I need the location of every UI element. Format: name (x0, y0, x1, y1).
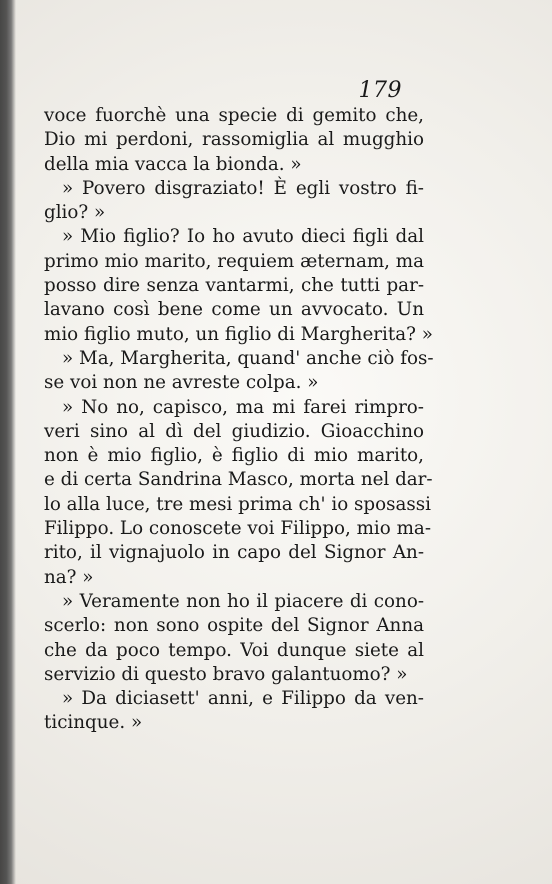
text-line: lavano così bene come un avvocato. Un (44, 299, 424, 321)
text-line: se voi non ne avreste colpa. » (44, 372, 319, 394)
text-line: » Povero disgraziato! È egli vostro fi- (62, 177, 424, 199)
text-line: servizio di questo bravo galantuomo? » (44, 663, 408, 685)
text-line: e di certa Sandrina Masco, morta nel dar- (44, 469, 433, 491)
text-line: della mia vacca la bionda. » (44, 153, 302, 175)
text-line: che da poco tempo. Voi dunque siete al (44, 639, 424, 661)
text-line: non è mio figlio, è figlio di mio marito, (44, 445, 424, 467)
text-line: » Ma, Margherita, quand' anche ciò fos- (62, 347, 434, 369)
text-line: » Veramente non ho il piacere di cono- (62, 590, 424, 612)
text-line: glio? » (44, 202, 106, 224)
text-line: Filippo. Lo conoscete voi Filippo, mio ma- (44, 518, 431, 540)
text-line: lo alla luce, tre mesi prima ch' io sposassi (44, 493, 432, 515)
text-line: scerlo: non sono ospite del Signor Anna (44, 615, 424, 637)
text-line: Dio mi perdoni, rassomiglia al mugghio (44, 129, 424, 151)
text-line: veri sino al dì del giudizio. Gioacchino (44, 420, 424, 442)
text-line: mio figlio muto, un figlio di Margherita? » (44, 323, 433, 345)
text-line: » No no, capisco, ma mi farei rimpro- (62, 396, 424, 418)
text-line: ticinque. » (44, 712, 143, 734)
text-line: rito, il vignajuolo in capo del Signor An- (44, 542, 424, 564)
text-line: » Mio figlio? Io ho avuto dieci figli dal (62, 226, 424, 248)
book-spine-shadow (0, 0, 16, 884)
text-line: na? » (44, 566, 94, 588)
page-text-block (44, 104, 434, 736)
text-line: voce fuorchè una specie di gemito che, (44, 105, 424, 126)
page-number: 179 (358, 78, 402, 103)
text-line: » Da diciasett' anni, e Filippo da ven- (62, 688, 424, 710)
text-line: posso dire senza vantarmi, che tutti par- (44, 275, 424, 297)
text-line: primo mio marito, requiem æternam, ma (44, 250, 425, 272)
